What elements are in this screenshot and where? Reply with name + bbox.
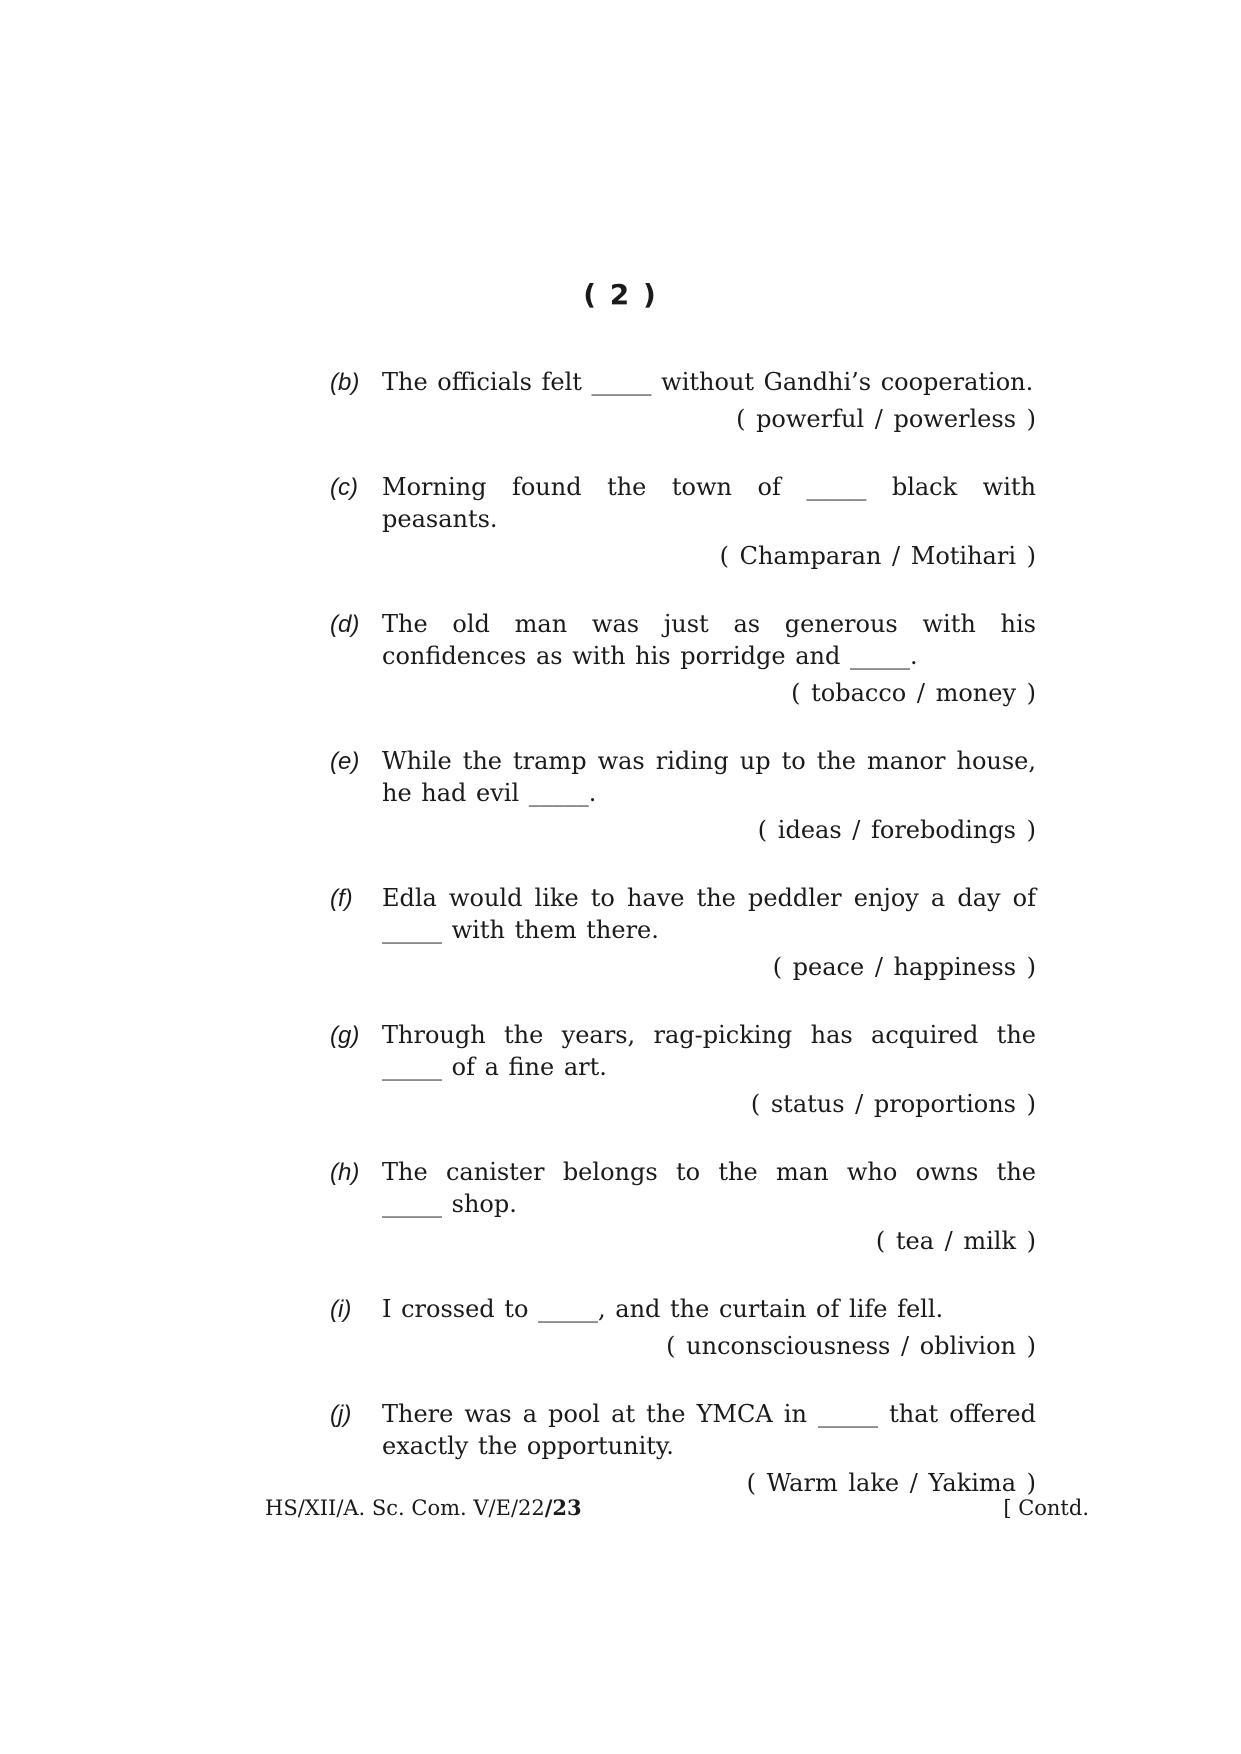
question-text: Edla would like to have the peddler enjoy a day of _____ with them there. (382, 884, 1036, 944)
question-options: ( tea / milk ) (875, 1227, 1036, 1255)
question-label: (c) (330, 474, 358, 501)
question-options: ( Champaran / Motihari ) (719, 542, 1036, 570)
question-text: There was a pool at the YMCA in _____ that offered exactly the opportunity. (382, 1400, 1036, 1460)
question-label: (d) (330, 611, 360, 638)
paper-code-suffix: /23 (544, 1495, 582, 1520)
question-options: ( peace / happiness ) (772, 953, 1036, 981)
question-label: (j) (330, 1401, 352, 1428)
question-f (330, 882, 1036, 983)
question-d (330, 608, 1036, 709)
question-b (330, 366, 1036, 435)
question-options: ( Warm lake / Yakima ) (746, 1469, 1036, 1497)
question-g (330, 1019, 1036, 1120)
question-options: ( tobacco / money ) (791, 679, 1036, 707)
question-text: The canister belongs to the man who owns the _____ shop. (382, 1158, 1036, 1218)
question-options: ( unconsciousness / oblivion ) (666, 1332, 1036, 1360)
question-i (330, 1293, 1036, 1362)
question-text: The old man was just as generous with his confidences as with his porridge and _____. (382, 610, 1036, 670)
question-label: (e) (330, 748, 360, 775)
question-text: Morning found the town of _____ black with peasants. (382, 473, 1036, 533)
question-options: ( status / proportions ) (750, 1090, 1036, 1118)
question-options: ( ideas / forebodings ) (757, 816, 1036, 844)
question-label: (g) (330, 1022, 360, 1049)
question-j (330, 1398, 1036, 1499)
question-label: (b) (330, 369, 360, 396)
question-label: (h) (330, 1159, 360, 1186)
question-e (330, 745, 1036, 846)
question-text: While the tramp was riding up to the manor house, he had evil _____. (382, 747, 1036, 807)
question-c (330, 471, 1036, 572)
page-number: ( 2 ) (583, 278, 658, 311)
question-text: Through the years, rag-picking has acquired the _____ of a fine art. (382, 1021, 1036, 1081)
question-options: ( powerful / powerless ) (736, 405, 1036, 433)
paper-code (265, 1494, 582, 1522)
question-h (330, 1156, 1036, 1257)
question-list (330, 366, 1036, 1535)
paper-code-prefix: HS/XII/A. Sc. Com. V/E/22 (265, 1496, 545, 1520)
question-text: I crossed to _____, and the curtain of life fell. (382, 1295, 944, 1323)
question-label: (i) (330, 1296, 352, 1323)
question-label: (f) (330, 885, 353, 912)
continued-marker: [ Contd. (1003, 1496, 1089, 1520)
question-text: The officials felt _____ without Gandhi’s cooperation. (382, 368, 1034, 396)
